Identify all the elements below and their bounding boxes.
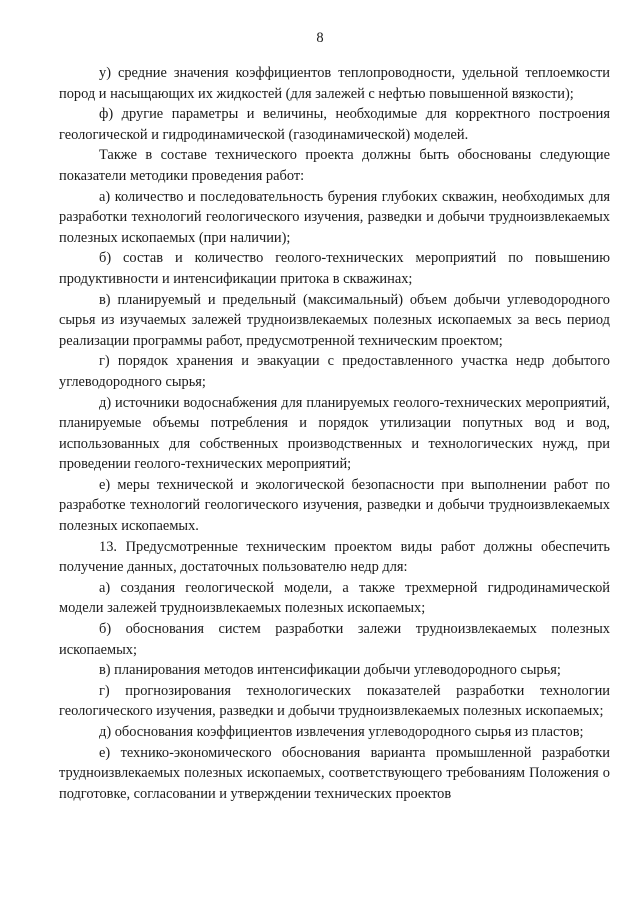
paragraph-13-v: в) планирования методов интенсификации добычи углеводородного сырья; — [99, 662, 561, 679]
paragraph-v-production-volume: в) планируемый и предельный (максимальный) объем добычи углеводородного сырья из изучаемых залежей трудноизвлекаемых полезных ископаемых за весь период реализации программы работ, предусмотренной техническим проектом; — [59, 291, 610, 349]
page-number: 8 — [316, 30, 324, 46]
paragraph-13-e: е) технико-экономического обоснования варианта промышленной разработки трудноизвлекаемых полезных ископаемых, соответствующего требованиям Положения о подготовке, согласовании и утверждении технических проектов — [59, 744, 610, 802]
document-body — [59, 63, 610, 804]
paragraph-13: 13. Предусмотренные техническим проектом виды работ должны обеспечить получение данных, достаточных пользователю недр для: — [59, 538, 610, 576]
paragraph-13-g: г) прогнозирования технологических показателей разработки технологии геологического изучения, разведки и добычи трудноизвлекаемых полезных ископаемых; — [59, 682, 610, 720]
paragraph-a-drilling: а) количество и последовательность бурения глубоких скважин, необходимых для разработки технологий геологического изучения, разведки и добычи трудноизвлекаемых полезных ископаемых (при наличии); — [59, 188, 610, 246]
paragraph-u: у) средние значения коэффициентов теплопроводности, удельной теплоемкости пород и насыщающих их жидкостей (для залежей с нефтью повышенной вязкости); — [59, 65, 610, 102]
paragraph-13-d: д) обоснования коэффициентов извлечения углеводородного сырья из пластов; — [99, 724, 584, 740]
paragraph-f: ф) другие параметры и величины, необходимые для корректного построения геологической и гидродинамической (газодинамической) моделей. — [59, 106, 610, 143]
paragraph-13-b: б) обоснования систем разработки залежи трудноизвлекаемых полезных ископаемых; — [59, 621, 610, 658]
paragraph-d-water-supply: д) источники водоснабжения для планируемых геолого-технических мероприятий, планируемые объемы потребления и порядок утилизации попутных вод и вод, использованных для собственных производственных и технологических нужд, при проведении геолого-технических мероприятий; — [59, 394, 610, 473]
paragraph-e-safety: е) меры технической и экологической безопасности при выполнении работ по разработке технологий геологического изучения, разведки и добычи трудноизвлекаемых полезных ископаемых. — [59, 476, 610, 535]
paragraph-methodology-intro: Также в составе технического проекта должны быть обоснованы следующие показатели методики проведения работ: — [59, 147, 610, 184]
paragraph-b-measures: б) состав и количество геолого-технических мероприятий по повышению продуктивности и интенсификации притока в скважинах; — [59, 250, 610, 287]
paragraph-13-a: а) создания геологической модели, а также трехмерной гидродинамической модели залежей трудноизвлекаемых полезных ископаемых; — [59, 579, 610, 617]
paragraph-g-storage: г) порядок хранения и эвакуации с предоставленного участка недр добытого углеводородного сырья; — [59, 353, 610, 390]
